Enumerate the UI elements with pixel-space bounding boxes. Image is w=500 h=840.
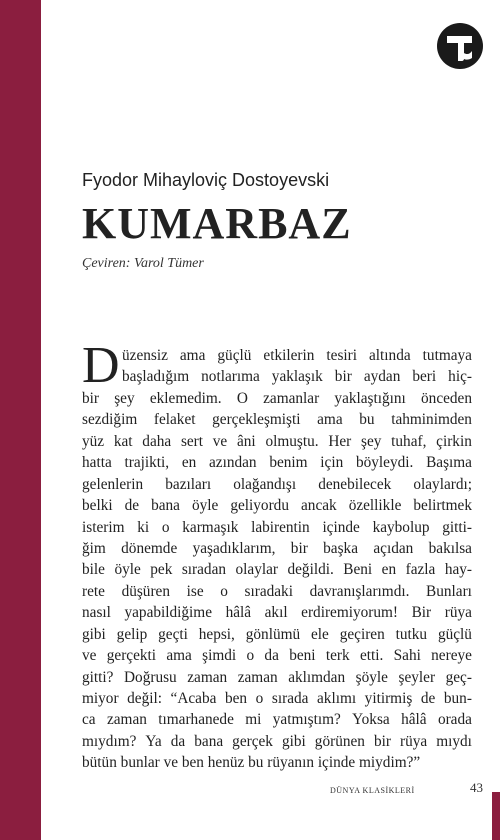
body-word: ve	[163, 754, 182, 772]
body-word: öyle	[114, 561, 141, 579]
body-word: ama	[317, 411, 343, 429]
body-line	[82, 452, 472, 473]
body-word: mıydım?	[82, 732, 137, 750]
body-word: belirtmek	[413, 497, 472, 515]
book-title: KUMARBAZ	[82, 199, 352, 248]
body-word: miyor	[82, 690, 119, 707]
body-word: bir	[82, 389, 99, 407]
body-word: bun-	[443, 690, 472, 707]
body-word: etti.	[359, 647, 384, 665]
body-word: en	[181, 454, 197, 472]
body-word: nereye	[431, 647, 472, 665]
body-word: ğim	[82, 539, 106, 557]
body-line	[82, 431, 472, 452]
body-word: böyleydi.	[355, 454, 414, 472]
body-word: özellikle	[348, 497, 402, 515]
body-word: gitti-	[442, 518, 472, 536]
body-word: ve	[212, 432, 228, 450]
body-word: de	[420, 690, 436, 707]
body-word: mi	[245, 711, 262, 729]
body-word: geçiren	[339, 625, 385, 643]
body-word: Ya	[145, 732, 162, 750]
body-word: bir	[290, 539, 308, 557]
body-word: azından	[209, 454, 257, 472]
body-word: geliyordu	[230, 497, 289, 515]
body-word: o	[220, 582, 228, 600]
body-word: karmaşık	[182, 518, 239, 536]
page-edge-marker	[492, 792, 500, 840]
body-word: Doğrusu	[124, 668, 177, 686]
body-line	[82, 731, 472, 752]
body-word: içinde	[322, 518, 360, 536]
body-word: gelenlerin	[82, 475, 144, 493]
body-word: o	[255, 690, 264, 707]
body-line	[82, 474, 472, 495]
body-word: sırada	[271, 690, 309, 707]
body-word: nasıl	[82, 604, 111, 622]
body-line	[82, 366, 472, 387]
body-word: Sahi	[393, 647, 421, 665]
body-word: bir	[373, 732, 391, 750]
body-word: yitirmiş	[364, 690, 413, 707]
body-word: bile	[82, 561, 105, 579]
body-word: geçti	[158, 625, 188, 643]
body-word: pek	[150, 561, 173, 579]
body-line	[82, 624, 472, 645]
body-word: akıl	[264, 604, 288, 622]
body-word: hiç-	[448, 368, 472, 386]
body-word: erdiremiyorum!	[301, 604, 399, 622]
drop-cap: D	[82, 337, 120, 394]
body-word: şimdi	[202, 647, 237, 665]
body-word: güçlü	[217, 347, 252, 364]
body-word: olaylardı;	[413, 475, 472, 493]
body-word: önceden	[421, 389, 472, 407]
body-line	[82, 517, 472, 538]
body-word: bütün	[82, 754, 121, 772]
body-word: felaket	[153, 411, 196, 429]
body-word: bunlar	[120, 754, 164, 772]
body-word: Bunları	[426, 582, 472, 600]
body-word: açıdan	[373, 539, 414, 557]
body-line	[82, 752, 472, 773]
body-word: bana	[194, 732, 224, 750]
body-word: “Acaba	[170, 690, 217, 707]
body-word: Her	[328, 432, 352, 450]
series-name: DÜNYA KLASİKLERİ	[330, 786, 415, 795]
body-word: yapabildiğime	[124, 604, 212, 622]
body-word: yaşadıklarım,	[192, 539, 276, 557]
body-word: beri	[412, 368, 437, 386]
body-word: zaman	[237, 668, 278, 686]
body-word: tuhaf,	[391, 432, 427, 450]
body-word: rüya	[444, 604, 472, 622]
body-word: ama	[179, 347, 206, 364]
body-word: Bir	[411, 604, 432, 622]
body-word: bu	[248, 754, 268, 772]
body-word: güçlü	[437, 625, 472, 643]
body-word: görünen	[314, 732, 365, 750]
body-word: bazıları	[165, 475, 212, 493]
body-word: o	[246, 647, 255, 665]
body-word: olağandışı	[233, 475, 297, 493]
body-word: da	[170, 732, 186, 750]
body-word: rete	[82, 582, 105, 600]
body-word: labirentin	[251, 518, 310, 536]
body-word: gibi	[281, 732, 306, 750]
body-word: notlarıma	[201, 368, 260, 386]
body-word: o	[161, 518, 170, 536]
body-word: sıradan	[181, 561, 227, 579]
body-word: şeyler	[398, 668, 436, 686]
body-word: etkilerin	[263, 347, 315, 364]
body-word: başka	[323, 539, 358, 557]
body-word: zaman	[187, 668, 228, 686]
body-word: Beni	[343, 561, 373, 579]
body-word: denebilecek	[318, 475, 392, 493]
body-word: için	[320, 454, 344, 472]
body-line	[82, 667, 472, 688]
body-word: hâlâ	[401, 711, 427, 729]
body-word: ancak	[301, 497, 337, 515]
body-word: mıydı	[436, 732, 472, 750]
body-word: içinde	[317, 754, 360, 772]
page-number: 43	[470, 780, 483, 795]
body-word: hepsi,	[198, 625, 235, 643]
body-line	[82, 388, 472, 409]
body-word: rüyanın	[267, 754, 318, 772]
body-word: zaman	[106, 711, 147, 729]
body-word: O	[236, 389, 248, 407]
body-word: tahminimden	[391, 411, 472, 429]
body-word: tımarhanede	[158, 711, 234, 729]
body-word: yaklaşık	[271, 368, 323, 386]
body-word: orada	[437, 711, 472, 729]
body-word: bakılsa	[428, 539, 472, 557]
body-word: beni	[289, 647, 316, 665]
body-word: şey	[361, 432, 382, 450]
body-line	[82, 409, 472, 430]
body-word: de	[124, 497, 140, 515]
body-word: olmuştu.	[265, 432, 319, 450]
body-word: düşüren	[121, 582, 170, 600]
body-word: Yoksa	[352, 711, 390, 729]
body-word: rüya	[400, 732, 428, 750]
body-word: tutmaya	[422, 347, 472, 364]
body-word: âni	[236, 432, 256, 450]
body-line	[82, 538, 472, 559]
body-word: bir	[334, 368, 352, 386]
body-word: ben	[181, 754, 208, 772]
body-word: olaylar	[235, 561, 278, 579]
body-word: bu	[359, 411, 375, 429]
body-line	[82, 495, 472, 516]
body-line	[82, 709, 472, 730]
body-word: hatta	[82, 454, 112, 472]
body-line	[82, 581, 472, 602]
publisher-t-logo-icon	[436, 22, 484, 70]
body-word: fazla	[405, 561, 436, 579]
body-word: kaybolup	[372, 518, 430, 536]
body-word: çirkin	[436, 432, 472, 450]
body-word: sezdiğim	[82, 411, 138, 429]
body-word: miydim?”	[359, 754, 421, 772]
body-word: şey	[114, 389, 135, 407]
body-word: kat	[113, 432, 133, 450]
body-word: aklımdan	[288, 668, 346, 686]
body-word: en	[381, 561, 397, 579]
body-word: hay-	[444, 561, 472, 579]
body-word: ve	[82, 647, 97, 665]
body-word: tesiri	[326, 347, 357, 364]
body-word: altında	[369, 347, 411, 364]
body-word: isterim	[82, 518, 125, 536]
body-word: tutku	[395, 625, 428, 643]
body-line	[82, 645, 472, 666]
body-word: değil:	[127, 690, 162, 707]
body-word: daha	[142, 432, 172, 450]
author-name: Fyodor Mihayloviç Dostoyevski	[82, 170, 330, 190]
body-word: trajikti,	[124, 454, 170, 472]
spine-color-band	[0, 0, 41, 840]
body-word: benim	[269, 454, 308, 472]
body-word: ki	[137, 518, 150, 536]
body-word: ama	[166, 647, 192, 665]
body-word: belki	[82, 497, 113, 515]
body-word: bana	[151, 497, 180, 515]
body-text	[82, 337, 472, 774]
body-word: başladığım	[122, 368, 190, 386]
body-word: gerçekleşmişti	[212, 411, 301, 429]
body-word: üzensiz	[122, 347, 168, 364]
body-word: gerçek	[232, 732, 273, 750]
body-word: öyle	[191, 497, 219, 515]
body-word: şöyle	[355, 668, 388, 686]
body-word: da	[264, 647, 279, 665]
body-word: aydan	[363, 368, 401, 386]
body-line	[82, 688, 472, 709]
body-word: davranışlarımdı.	[309, 582, 410, 600]
body-word: ben	[224, 690, 248, 707]
body-word: eklemedim.	[149, 389, 222, 407]
body-word: yüz	[82, 432, 105, 450]
body-word: gitti?	[82, 668, 114, 686]
body-word: ca	[82, 711, 96, 729]
body-line	[82, 345, 472, 366]
body-word: dönemde	[121, 539, 178, 557]
body-line	[82, 602, 472, 623]
body-word: sıradaki	[244, 582, 293, 600]
body-line	[82, 559, 472, 580]
body-word: gönlümü	[245, 625, 301, 643]
body-word: geç-	[445, 668, 472, 686]
body-word: ele	[311, 625, 329, 643]
translator-credit: Çeviren: Varol Tümer	[82, 256, 204, 271]
body-word: yatmıştım?	[272, 711, 341, 729]
body-word: ise	[186, 582, 204, 600]
body-word: henüz	[207, 754, 249, 772]
body-word: terk	[325, 647, 350, 665]
body-word: gerçekti	[106, 647, 157, 665]
body-word: gibi	[82, 625, 106, 643]
body-word: değildi.	[287, 561, 334, 579]
body-word: hâlâ	[225, 604, 252, 622]
body-word: zamanlar	[263, 389, 320, 407]
body-word: sert	[180, 432, 204, 450]
body-word: aklımı	[317, 690, 357, 707]
body-word: gelip	[116, 625, 148, 643]
body-word: yaklaştığını	[334, 389, 406, 407]
body-word: Başıma	[426, 454, 472, 472]
